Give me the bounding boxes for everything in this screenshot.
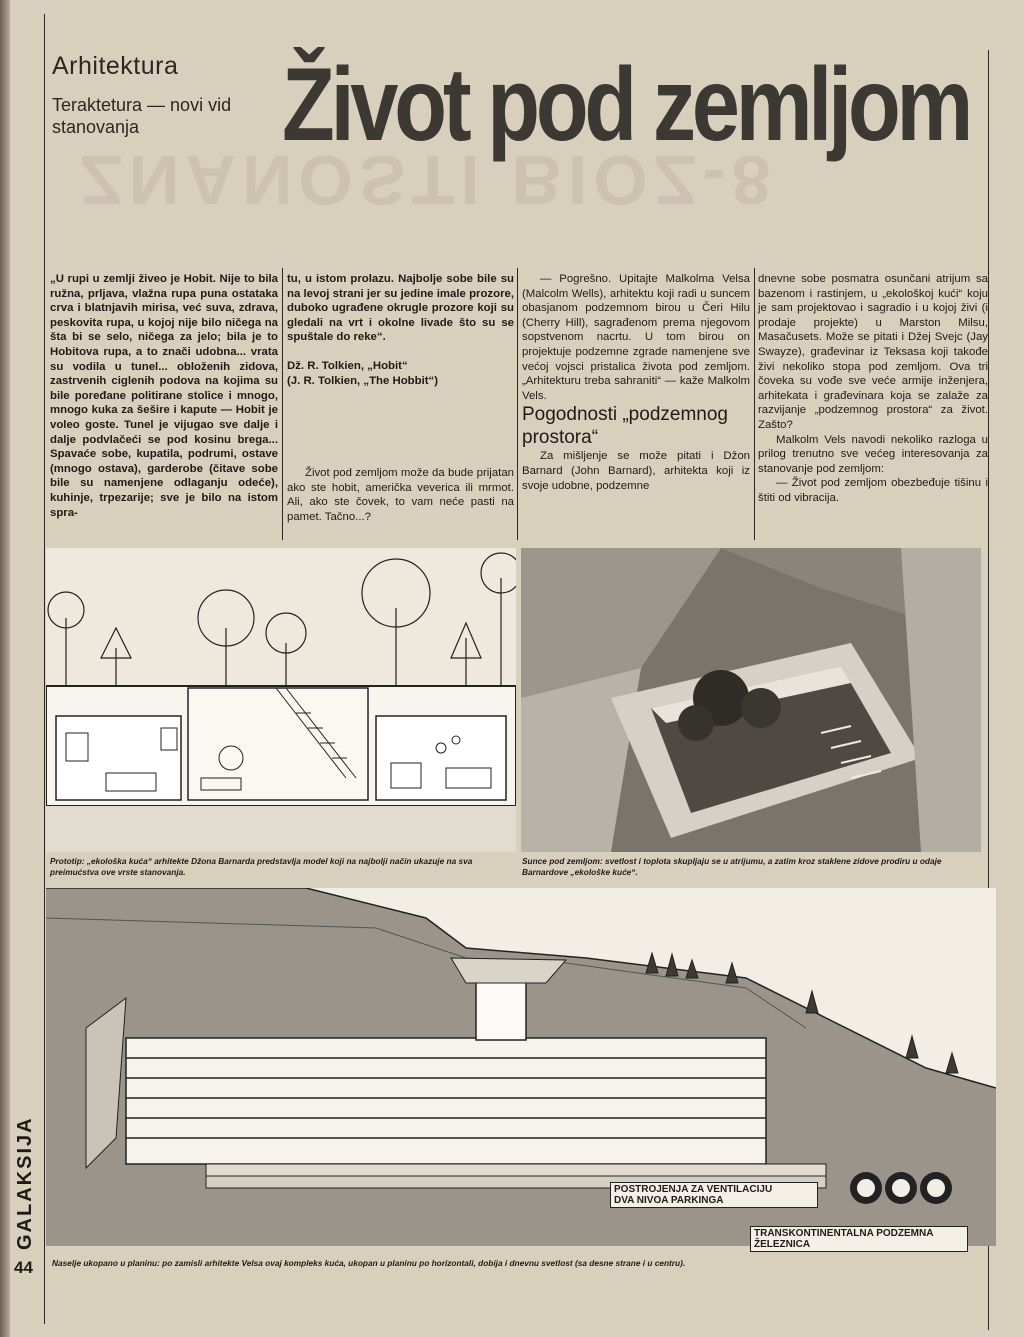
atrium-photo — [521, 548, 981, 852]
column-3 — [522, 272, 750, 493]
column-2 — [287, 272, 514, 525]
paragraph-wells: — Pogrešno. Upitajte Malkolma Velsa (Malcolm Wells), arhitektu koji radi u suncem obasjanom podzemnom birou u Čeri Hilu (Cherry Hill), sagrađenom prema njegovom sopstvenom nacrtu. U tom birou on projektuje podzemne zgrade namenjene sve većoj vojsci pristalica života pod zemljom. „Arhitekturu treba sahraniti“ — kaže Malkolm Vels. — [522, 273, 750, 402]
paragraph-atrium: dnevne sobe posmatra osunčani atrijum sa bazenom i rastinjem, u „ekološkoj kući“ koju je sam projektovao i sagradio i u kojoj živi (i prodaje projekte) u Marston Milsu, Masačusets. Može se pitati i Džej Svejc (Jay Swayze), građevinar iz Teksasa koji takođe živi nekoliko stopa pod zemljom. Ova tri čoveka su vođe sve veće armije inženjera, arhitekata i građevinara koja se zalaže za razvijanje „podzemnog prostora“ za život. Zašto? — [758, 273, 988, 431]
column-divider — [517, 268, 518, 540]
left-rule — [44, 14, 45, 1324]
intro-paragraph: Život pod zemljom može da bude prijatan ako ste hobit, američka veverica ili mrmot. Ali, ako ste čovek, to vam neće pasti na pamet. Tačno...? — [287, 467, 514, 523]
magazine-spine — [12, 1116, 38, 1250]
caption-atrium: Sunce pod zemljom: svetlost i toplota skupljaju se u atrijumu, a zatim kroz staklene zidove prodiru u odaje Barnardove „ekološke kuće“. — [522, 856, 942, 877]
paragraph-silence: — Život pod zemljom obezbeđuje tišinu i štiti od vibracija. — [758, 477, 988, 504]
column-4 — [758, 272, 988, 506]
page-number: 44 — [14, 1258, 33, 1277]
section-label: Arhitektura — [52, 52, 179, 80]
subsection-label: Teraktetura — novi vid stanovanja — [52, 95, 232, 137]
column-divider — [754, 268, 755, 540]
hobbit-quote-end: tu, u istom prolazu. Najbolje sobe bile su na levoj strani jer su jedine imale prozore, duboko ugrađene okrugle prozore koji su gledali na vrt i okolne livade što su se spuštale do reke“. — [287, 273, 514, 344]
underground-complex-illustration — [46, 888, 996, 1246]
bleed-through-text: ZNANOSTI BIOZ-8 — [80, 141, 777, 219]
caption-complex: Naselje ukopano u planinu: po zamisli arhitekte Velsa ovaj kompleks kuća, ukopan u planinu po horizontali, dobija i dnevnu svetlost (sa desne strane i u centru). — [52, 1258, 686, 1268]
prototype-house-illustration — [46, 548, 516, 852]
article-title: Život pod zemljom — [282, 47, 970, 163]
hobbit-quote: „U rupi u zemlji živeo je Hobit. Nije to bila ružna, prljava, vlažna rupa puna ostataka crva i blatnjavih mirisa, već suva, zdrava, peskovita rupa, u kojoj nije bilo ničega na šta bi se selo, ničega za jelo; bila je to Hobitova rupa, a to znači udobna... vrata su vodila u tunel... obloženih zidova, zastrvenih ciglenih podova na kojima su bile poređane politirane stolice i mnogo, mnogo kuka za šešire i kapute — Hobit je voleo goste. Tunel je vijugao sve dalje i dalje podvlačeći se pod kosinu brega... Spavaće sobe, kupatila, podrumi, ostave (mnogo ostava), garderobe (čitave sobe bile su namenjene odlaganju odeće), kuhinje, trpezarije; sve je bilo na istom spra- — [50, 273, 278, 519]
paragraph-barnard: Za mišljenje se može pitati i Džon Barnard (John Barnard), arhitekta koji iz svoje udobne, podzemne — [522, 450, 750, 492]
column-1 — [50, 272, 278, 520]
ventilation-label-text: POSTROJENJA ZA VENTILACIJU — [614, 1184, 773, 1195]
magazine-name: GALAKSIJA — [14, 1116, 36, 1250]
quote-author-original: (J. R. Tolkien, „The Hobbit“) — [287, 374, 439, 387]
parking-label-text: DVA NIVOA PARKINGA — [614, 1195, 724, 1206]
ventilation-label — [610, 1182, 818, 1208]
subheading: Pogodnosti „podzemnog prostora“ — [522, 404, 728, 449]
quote-author: Dž. R. Tolkien, „Hobit“ — [287, 359, 408, 372]
paragraph-reasons: Malkolm Vels navodi nekoliko razloga u prilog trenutno sve većeg interesovanja za stanovanje pod zemljom: — [758, 433, 988, 475]
page-edge — [0, 0, 10, 1337]
caption-prototype: Prototip: „ekološka kuća“ arhitekte Džona Barnarda predstavlja model koji na najbolji način ukazuje na sva preimućstva ove vrste stanovanja. — [50, 856, 473, 877]
railway-label: TRANSKONTINENTALNA PODZEMNA ŽELEZNICA — [750, 1226, 968, 1252]
column-divider — [282, 268, 283, 540]
